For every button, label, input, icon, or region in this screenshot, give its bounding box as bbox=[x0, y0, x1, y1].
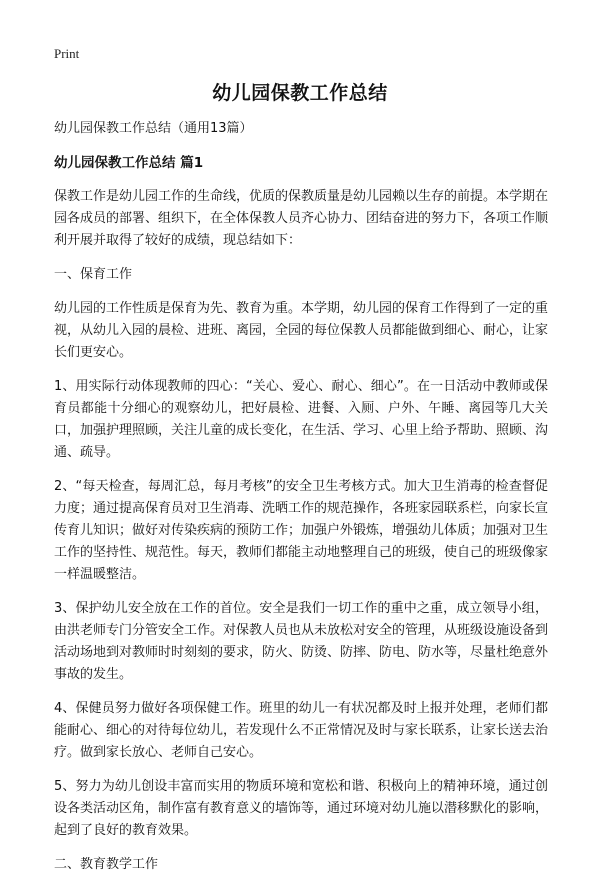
document-subtitle: 幼儿园保教工作总结（通用13篇） bbox=[54, 121, 253, 136]
care-item-5: 5、努力为幼儿创设丰富而实用的物质环境和宽松和谐、积极向上的精神环境，通过创设各类活动区角，制作富有教育意义的墙饰等，通过环境对幼儿施以潜移默化的影响，起到了良好的教育效果。 bbox=[54, 779, 549, 838]
article-heading: 幼儿园保教工作总结 篇1 bbox=[54, 155, 204, 171]
care-intro-paragraph: 幼儿园的工作性质是保育为先、教育为重。本学期，幼儿园的保育工作得到了一定的重视，从幼儿入园的晨检、进班、离园，全园的每位保教人员都能做到细心、耐心，让家长们更安心。 bbox=[54, 301, 549, 360]
section-heading-teaching: 二、教育教学工作 bbox=[54, 857, 159, 872]
document-title: 幼儿园保教工作总结 bbox=[212, 82, 388, 104]
care-item-2: 2、“每天检查，每周汇总，每月考核”的安全卫生考核方式。加大卫生消毒的检查督促力度；通过提高保育员对卫生消毒、洗晒工作的规范操作，各班家园联系栏，向家长宣传育儿知识；做好对传染疾病的预防工作；加强户外锻炼，增强幼儿体质；加强对卫生工作的坚持性、规范性。每天，教师们都能主动地整理自己的班级，使自己的班级像家一样温暖整洁。 bbox=[54, 479, 549, 582]
document-body bbox=[54, 118, 548, 888]
care-item-4: 4、保健员努力做好各项保健工作。班里的幼儿一有状况都及时上报并处理，老师们都能耐心、细心的对待每位幼儿，若发现什么不正常情况及时与家长联系，让家长送去治疗。做到家长放心、老师自己安心。 bbox=[54, 701, 549, 760]
print-link[interactable]: Print bbox=[54, 46, 80, 61]
intro-paragraph: 保教工作是幼儿园工作的生命线，优质的保教质量是幼儿园赖以生存的前提。本学期在园各成员的部署、组织下，在全体保教人员齐心协力、团结奋进的努力下，各项工作顺利开展并取得了较好的成绩，现总结如下： bbox=[54, 189, 549, 248]
section-heading-care: 一、保育工作 bbox=[54, 267, 133, 282]
care-item-3: 3、保护幼儿安全放在工作的首位。安全是我们一切工作的重中之重，成立领导小组，由洪老师专门分管安全工作。对保教人员也从未放松对安全的管理，从班级设施设备到活动场地到对教师时时刻刻的要求，防火、防烫、防摔、防电、防水等，尽量杜绝意外事故的发生。 bbox=[54, 601, 549, 682]
care-item-1: 1、用实际行动体现教师的四心：“关心、爱心、耐心、细心”。在一日活动中教师或保育员都能十分细心的观察幼儿，把好晨检、进餐、入厕、户外、午睡、离园等几大关口，加强护理照顾，关注儿童的成长变化，在生活、学习、心里上给予帮助、照顾、沟通、疏导。 bbox=[54, 379, 549, 460]
